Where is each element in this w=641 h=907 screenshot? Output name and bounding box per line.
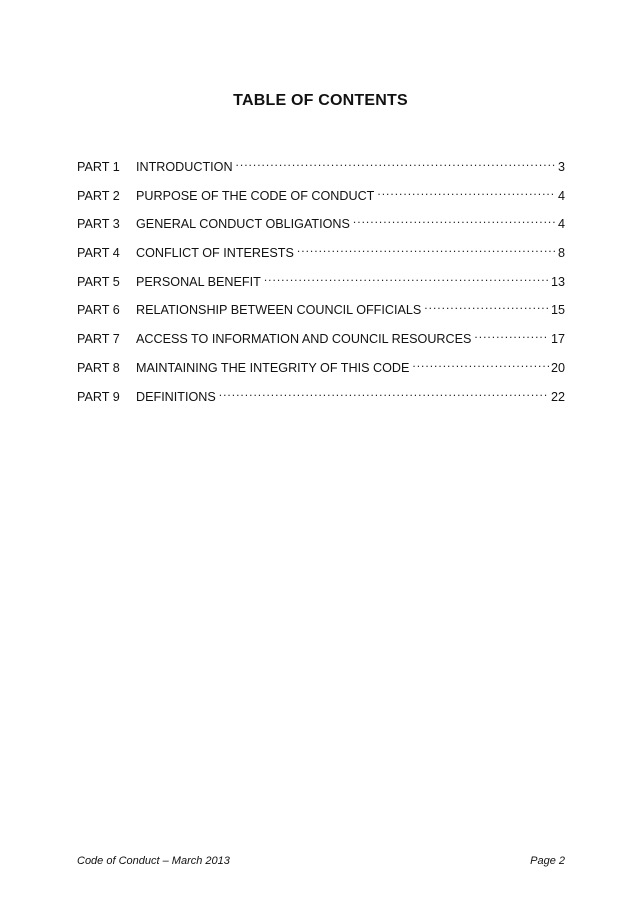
toc-page-number: 3 (557, 160, 565, 174)
toc-dot-leader (377, 182, 556, 200)
toc-dot-leader (219, 383, 549, 401)
toc-entry-title: MAINTAINING THE INTEGRITY OF THIS CODE (136, 360, 410, 375)
toc-dot-leader (236, 153, 556, 171)
toc-entry-title: INTRODUCTION (136, 160, 233, 174)
toc-entry-title: RELATIONSHIP BETWEEN COUNCIL OFFICIALS (136, 303, 422, 318)
toc-entry-title: ACCESS TO INFORMATION AND COUNCIL RESOURCES (136, 332, 472, 347)
footer-page-number: Page 2 (530, 855, 565, 867)
toc-entry-title: DEFINITIONS (136, 389, 216, 404)
page-title: TABLE OF CONTENTS (233, 92, 408, 109)
toc-row-part-1 (77, 153, 565, 182)
toc-dot-leader (412, 354, 549, 372)
toc-page-number: 15 (550, 303, 565, 318)
toc-part-number: PART 3 (77, 217, 120, 232)
toc-page-number: 8 (557, 246, 565, 261)
toc-part-number: PART 5 (77, 274, 120, 289)
toc-entry-title: PERSONAL BENEFIT (136, 274, 261, 289)
toc-row-part-5 (77, 268, 565, 297)
toc-entry-title: CONFLICT OF INTERESTS (136, 246, 294, 261)
toc-dot-leader (353, 210, 556, 228)
toc-entry-title: GENERAL CONDUCT OBLIGATIONS (136, 217, 350, 232)
toc-dot-leader (264, 268, 549, 286)
toc-row-part-7 (77, 325, 565, 354)
toc-row-part-3 (77, 210, 565, 239)
toc-part-number: PART 4 (77, 246, 120, 261)
toc-row-part-6 (77, 296, 565, 325)
toc-page-number: 20 (550, 360, 565, 375)
toc-page-number: 4 (557, 217, 565, 232)
toc-page-number: 13 (550, 274, 565, 289)
toc-part-number: PART 1 (77, 160, 120, 174)
toc-dot-leader (424, 296, 549, 314)
toc-page-number: 17 (550, 332, 565, 347)
table-of-contents (77, 153, 565, 411)
toc-part-number: PART 8 (77, 360, 120, 375)
toc-row-part-9 (77, 383, 565, 412)
toc-part-number: PART 2 (77, 188, 120, 203)
toc-row-part-4 (77, 239, 565, 268)
toc-part-number: PART 9 (77, 389, 120, 404)
toc-part-number: PART 6 (77, 303, 120, 318)
toc-entry-title: PURPOSE OF THE CODE OF CONDUCT (136, 188, 375, 203)
page-footer (77, 855, 565, 867)
toc-row-part-8 (77, 354, 565, 383)
toc-page-number: 22 (550, 389, 565, 404)
footer-document-title: Code of Conduct – March 2013 (77, 855, 230, 867)
toc-dot-leader (474, 325, 549, 343)
toc-page-number: 4 (557, 188, 565, 203)
toc-dot-leader (297, 239, 556, 257)
toc-part-number: PART 7 (77, 332, 120, 347)
toc-row-part-2 (77, 182, 565, 211)
